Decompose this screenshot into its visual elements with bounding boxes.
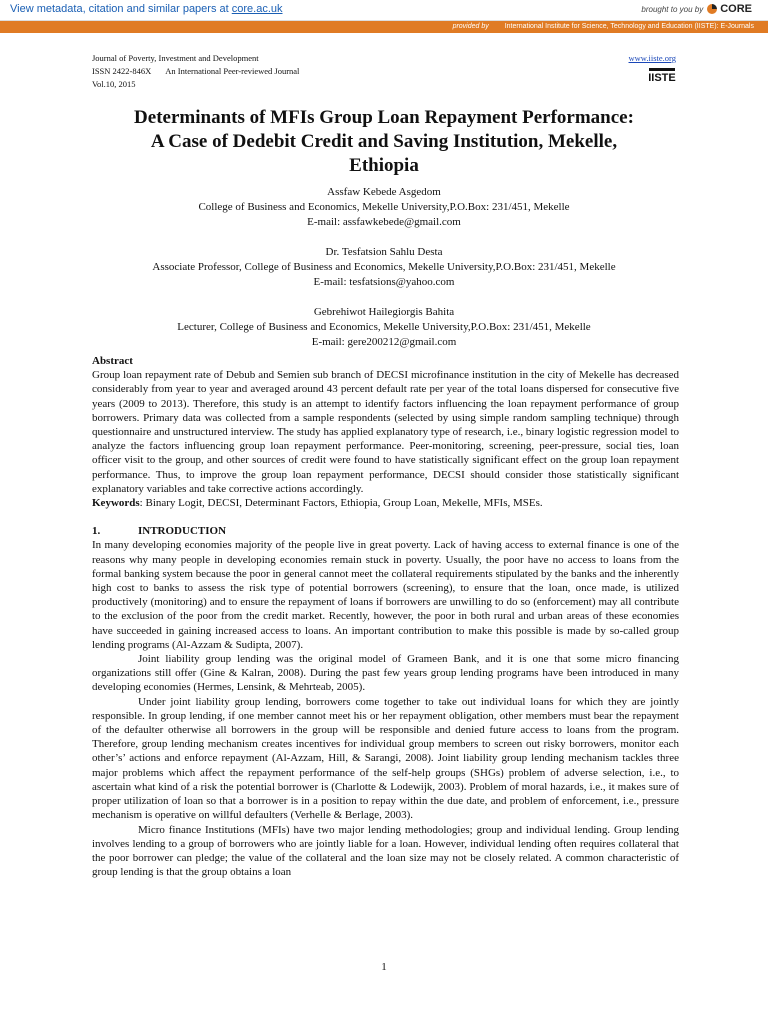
journal-volume: Vol.10, 2015 — [92, 79, 136, 89]
section-number: 1. — [92, 525, 101, 538]
abstract-text: Group loan repayment rate of Debub and Semien sub branch of DECSI microfinance institution in the city of Mekelle has decreased considerably from year to year and averaged around 43 percent default rate per year of the total loans dispersed for consecutive five years (2009 to 2013). Therefore, this study is an attempt to identify factors influencing the loan repayment performance of group borrowers. Primary data was collected from a sample respondents (selected by using simple random sampling technique) through questionnaire and unstructured interview. The study has applied explanatory type of research, i.e., binary logistic regression model to analyze the factors influencing group loan repayment performance. Peer-monitoring, screening, peer-pressure, social ties, loan officer visit to the group, and other sources of credit were found to have statistically significant effect on the group loan repayment performance. Thus, to improve the group loan repayment performance, DECSI should consider those statistically significant explanatory variables and take corrective actions accordingly. — [92, 369, 679, 495]
journal-issn-line — [92, 65, 299, 78]
journal-info — [92, 52, 299, 91]
core-logo[interactable] — [706, 3, 752, 15]
journal-issn: ISSN 2422-846X — [92, 66, 152, 76]
core-top-bar — [0, 0, 768, 21]
keywords-label: Keywords — [92, 497, 140, 510]
author-name: Gebrehiwot Hailegiorgis Bahita — [313, 306, 455, 318]
keywords-line — [92, 496, 679, 510]
journal-description: An International Peer-reviewed Journal — [165, 66, 300, 76]
author-block — [60, 185, 708, 230]
author-block — [60, 245, 708, 290]
core-provided-by — [0, 21, 768, 33]
keywords-text: : Binary Logit, DECSI, Determinant Factors, Ethiopia, Group Loan, Mekelle, MFIs, MSEs. — [139, 497, 543, 510]
core-provided-source[interactable]: International Institute for Science, Technology and Education (IISTE): E-Journals — [504, 23, 754, 30]
iiste-logo-text: IISTE — [648, 72, 676, 84]
body-paragraph: Under joint liability group lending, borrowers come together to take out individual loans for which they are jointly responsible. In group lending, if one member cannot meet his or her repayment obligation, other members must bear the repayment of the defaulter otherwise all borrowers in the group will be responsible and denied future access to loans from the program. Therefore, group lending mechanism creates incentives for individual group members to screen out risky borrowers, monitor each other’s’ actions and enforce repayment (Al-Azzam, Hill, & Sarangi, 2008). Joint liability group lending mechanism tackles three major problems which affect the repayment performance of the self-help groups (SHGs) problem of adverse selection, i.e., to ascertain what kind of a risk the potential borrower is (Charlotte & Lodewijk, 2003). Problem of moral hazards, i.e., it makes sure of proper utilization of loan so that a borrower is in a position to repay within the due date, and problem of enforcement, i.e., pressure mechanism is operative on willful defaulters (Verhelle & Berlage, 2003). — [92, 695, 679, 822]
core-link-anchor[interactable]: core.ac.uk — [231, 3, 283, 15]
core-brought-by-text: brought to you by — [641, 4, 704, 14]
paper-body — [92, 354, 679, 879]
body-paragraph: In many developing economies majority of the people live in great poverty. Lack of having access to external finance is one of the reasons why many people in developing economies remain stuck in poverty. Usually, the poor have no access to loans from the formal banking system because the poor in general cannot meet the collateral requirements stipulated by the banks and the inherently high cost to banks to assess the risk type of potential borrowers (screening), to ensure that the loan, once made, is utilized productively (monitoring) and to ensure the repayment of loans if borrowers are unwilling to do so (enforcement) may all contribute to the exclusion of the poor from the credit market. Recently, however, the poor in both rural and urban areas of these economies have succeeded in gaining increased access to loans. An important contribution to make this possible is made by so-called group lending programs (Al-Azzam & Sudipta, 2007). — [92, 539, 679, 651]
author-email: E-mail: gere200212@gmail.com — [311, 336, 457, 348]
title-line-2: A Case of Dedebit Credit and Saving Institution, Mekelle, — [150, 131, 618, 152]
author-email: E-mail: assfawkebede@gmail.com — [307, 216, 461, 228]
core-provided-prefix: provided by — [452, 23, 491, 30]
body-paragraph: Micro finance Institutions (MFIs) have two major lending methodologies; group and individual lending. Group lending involves lending to a group of borrowers who are jointly liable for a loan. However, individual lending often requires collateral that the poor borrower can pledge; the value of the collateral and the loan size may not be closely related. A common characteristic of group lending is that the group obtains a loan — [92, 823, 679, 879]
section-title: INTRODUCTION — [138, 525, 227, 538]
body-paragraph: Joint liability group lending was the original model of Grameen Bank, and it is one that some micro financing organizations still offer (Gine & Kalran, 2008). During the past few years group lending programs have been introduced in many developing economies (Hermes, Lensink, & Mehrteab, 2005). — [92, 653, 679, 694]
core-metadata-link[interactable] — [10, 3, 283, 15]
iiste-logo — [648, 68, 676, 90]
journal-header — [92, 52, 682, 92]
section-heading — [92, 524, 679, 538]
core-link-prefix: View metadata, citation and similar papers at — [10, 3, 232, 15]
author-affiliation: Lecturer, College of Business and Economics, Mekelle University,P.O.Box: 231/451, Mekelle — [177, 321, 591, 333]
author-name: Assfaw Kebede Asgedom — [327, 186, 441, 198]
core-logo-text: CORE — [720, 3, 752, 15]
core-banner — [0, 0, 768, 32]
author-affiliation: Associate Professor, College of Business and Economics, Mekelle University,P.O.Box: 231/451, Mekelle — [152, 261, 616, 273]
author-affiliation: College of Business and Economics, Mekelle University,P.O.Box: 231/451, Mekelle — [198, 201, 570, 213]
author-list — [60, 185, 708, 365]
title-line-1: Determinants of MFIs Group Loan Repayment Performance: — [134, 107, 634, 128]
page-number: 1 — [381, 961, 387, 973]
author-name: Dr. Tesfatsion Sahlu Desta — [325, 246, 443, 258]
title-line-3: Ethiopia — [349, 155, 419, 176]
core-logo-icon — [706, 3, 718, 15]
paper-title — [80, 106, 688, 178]
author-block — [60, 305, 708, 350]
abstract-heading: Abstract — [92, 355, 133, 367]
core-brought-by — [641, 3, 752, 15]
journal-url-link[interactable]: www.iiste.org — [628, 53, 676, 63]
author-email: E-mail: tesfatsions@yahoo.com — [313, 276, 455, 288]
journal-name: Journal of Poverty, Investment and Development — [92, 53, 259, 63]
